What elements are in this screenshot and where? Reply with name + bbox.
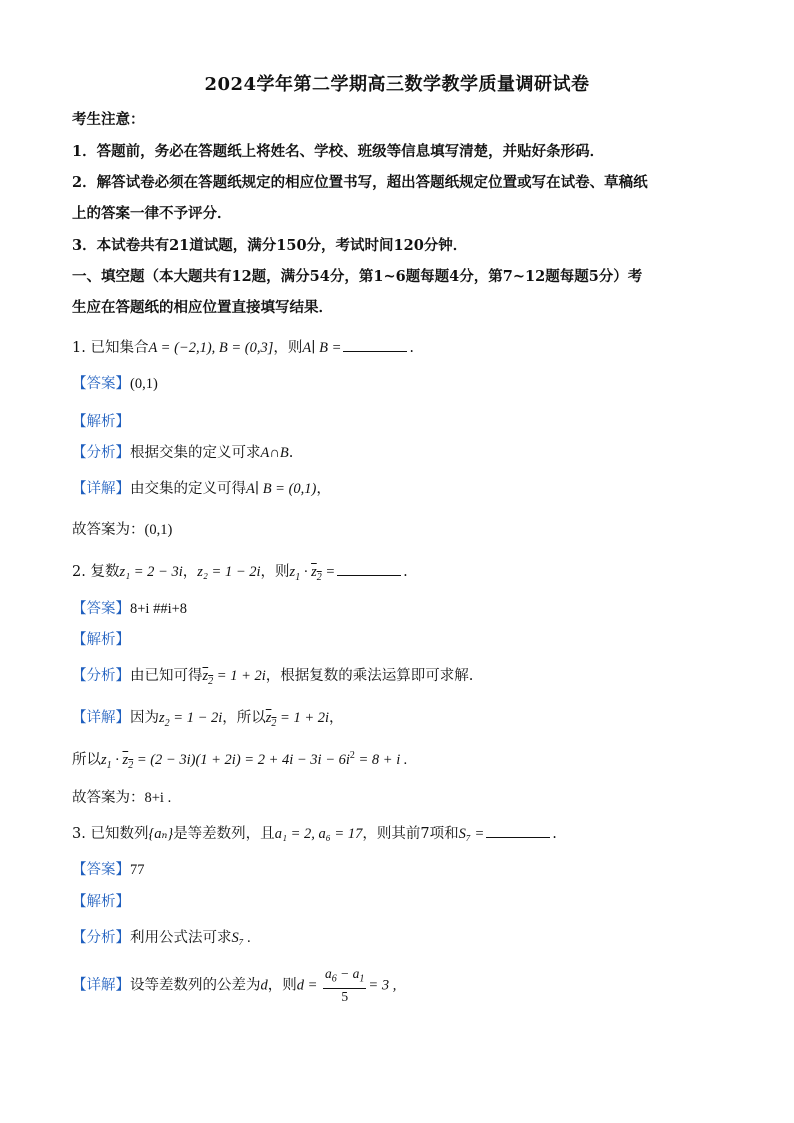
q1-conclusion-line bbox=[72, 518, 172, 539]
q3-given: a₁ = 2, a₆ = 17 bbox=[274, 826, 363, 842]
q3-detail-text-2: ，则 bbox=[267, 977, 297, 994]
q3-analysis-label bbox=[72, 890, 130, 911]
q3-answer-label: 【答案】 bbox=[72, 862, 130, 878]
q1-detail-line: 【详解】由交集的定义可得A∣ B = (0,1)， bbox=[72, 481, 331, 497]
q1-fenxi-line: 【分析】根据交集的定义可求A∩B. bbox=[72, 445, 294, 461]
q3-detail-tag: 【详解】 bbox=[72, 977, 130, 994]
q2-detail-math-2: = 1 + 2i bbox=[280, 710, 330, 726]
q2-detail-tag: 【详解】 bbox=[72, 710, 130, 726]
q2-answer-line bbox=[72, 597, 187, 618]
notice-item-3: 3．本试卷共有21道试题，满分150分，考试时间120分钟． bbox=[72, 237, 468, 254]
q2-so-text: 所以 bbox=[72, 752, 101, 768]
q3-ask: S₇ = bbox=[458, 826, 485, 842]
q2-analysis-label bbox=[72, 628, 130, 649]
q3-answer-line bbox=[72, 858, 145, 879]
q1-fenxi-text: 根据交集的定义可求 bbox=[130, 445, 261, 461]
q3-fenxi-text: 利用公式法可求 bbox=[130, 930, 232, 946]
q2-answer-blank bbox=[337, 563, 401, 576]
q1-mid: ，则 bbox=[273, 340, 303, 356]
q2-detail-line: 【详解】因为$z_2 = 1 - 2i$，所以$z_2 = 1 + 2i$， bbox=[72, 710, 344, 729]
page-title: 2024学年第二学期高三数学教学质量调研试卷 bbox=[204, 74, 590, 95]
notice-item-1: 1．答题前，务必在答题纸上将姓名、学校、班级等信息填写清楚，并贴好条形码． bbox=[72, 143, 605, 160]
q2-z1: z₁ = 2 − 3i bbox=[119, 564, 183, 580]
q3-answer: 77 bbox=[130, 862, 145, 878]
q1-detail-text: 由交集的定义可得 bbox=[130, 481, 246, 497]
q1-detail-tag: 【详解】 bbox=[72, 481, 130, 497]
question-3: 3. 已知数列{aₙ}是等差数列，且a₁ = 2, a₆ = 17，则其前7项和S₇ = . bbox=[72, 826, 557, 842]
question-1: 1. 已知集合A = (−2,1), B = (0,3]，则A∣ B = . bbox=[72, 340, 414, 356]
q3-detail-line: 【详解】设等差数列的公差为d，则d = $\frac{a_6 - a_1}{5}$ = 3 , bbox=[72, 966, 397, 1004]
q3-sequence: {aₙ} bbox=[148, 826, 174, 842]
q3-analysis-tag: 【解析】 bbox=[72, 894, 130, 910]
q3-fraction: $\frac{a_6 - a_1}{5}$ bbox=[325, 966, 365, 1004]
q2-detail-text-2: ，所以 bbox=[222, 710, 266, 726]
q2-fenxi-tag: 【分析】 bbox=[72, 668, 130, 684]
q1-answer-line bbox=[72, 372, 158, 393]
q1-analysis-tag: 【解析】 bbox=[72, 414, 130, 430]
section-heading-line-2: 生应在答题纸的相应位置直接填写结果． bbox=[72, 299, 333, 316]
q2-conclusion-line bbox=[72, 786, 171, 807]
section-heading-line-1: 一、填空题（本大题共有12题，满分54分，第1~6题每题4分，第7~12题每题5分）考 bbox=[72, 268, 643, 285]
q3-detail-text-1: 设等差数列的公差为 bbox=[130, 977, 261, 994]
question-2: 2. 复数z₁ = 2 − 3i，z₂ = 1 − 2i，则$z_1 \cdot z_2$ = . bbox=[72, 564, 408, 583]
q1-conclusion-text: 故答案为： bbox=[72, 522, 145, 538]
notice-item-2: 2．解答试卷必须在答题纸规定的相应位置书写，超出答题纸规定位置或写在试卷、草稿纸 bbox=[72, 174, 648, 191]
notice-heading: 考生注意： bbox=[72, 111, 145, 128]
q2-fenxi-math: = 1 + 2i bbox=[216, 668, 266, 684]
q1-fenxi-math: A∩B bbox=[260, 445, 289, 461]
q2-mid: ，则 bbox=[260, 564, 290, 580]
q3-fenxi-line bbox=[72, 926, 251, 947]
q1-conclusion-math: (0,1) bbox=[144, 522, 173, 538]
q1-detail-math: A∣ B = (0,1) bbox=[246, 481, 317, 497]
q3-mid-1: 是等差数列，且 bbox=[173, 826, 275, 842]
q3-mid-2: ，则其前7项和 bbox=[362, 826, 459, 842]
q3-detail-var: d bbox=[260, 977, 268, 994]
q1-prefix: 1. 已知集合 bbox=[72, 340, 149, 356]
q2-z2: z₂ = 1 − 2i bbox=[197, 564, 261, 580]
q3-prefix: 3. 已知数列 bbox=[72, 826, 149, 842]
q1-answer-blank bbox=[343, 339, 407, 352]
q1-answer-label: 【答案】 bbox=[72, 376, 130, 392]
q3-detail-result: = 3 , bbox=[368, 977, 397, 994]
q1-fenxi-tag: 【分析】 bbox=[72, 445, 130, 461]
q3-fenxi-math: S₇ . bbox=[231, 930, 252, 946]
q1-sets: A = (−2,1), B = (0,3] bbox=[148, 340, 274, 356]
q3-fenxi-tag: 【分析】 bbox=[72, 930, 130, 946]
q2-answer: 8+i ##i+8 bbox=[130, 601, 188, 617]
q2-fenxi-text-2: ，根据复数的乘法运算即可求解. bbox=[265, 668, 474, 684]
q2-conclusion-math: 8+i . bbox=[144, 790, 172, 806]
q2-so-tail: = 8 + i . bbox=[354, 752, 408, 768]
q1-analysis-label bbox=[72, 410, 130, 431]
q2-detail-text-1: 因为 bbox=[130, 710, 159, 726]
q1-answer: (0,1) bbox=[130, 376, 158, 392]
q2-fenxi-text-1: 由已知可得 bbox=[130, 668, 203, 684]
q2-prefix: 2. 复数 bbox=[72, 564, 120, 580]
q2-fenxi-line: 【分析】由已知可得$z_2 = 1 + 2i$，根据复数的乘法运算即可求解. bbox=[72, 668, 474, 687]
q2-analysis-tag: 【解析】 bbox=[72, 632, 130, 648]
q2-detail-math-1: = 1 − 2i bbox=[173, 710, 223, 726]
notice-item-2-cont: 上的答案一律不予评分． bbox=[72, 205, 232, 222]
q1-ask: A∣ B = bbox=[302, 340, 342, 356]
q2-so-line: 所以$z_1 \cdot z_2 = (2 - 3i)(1 + 2i) = 2 + 4i - 3i - 6i^2 = 8 + i$ . bbox=[72, 750, 408, 771]
q2-conclusion-text: 故答案为： bbox=[72, 790, 145, 806]
q2-answer-label: 【答案】 bbox=[72, 601, 130, 617]
q2-so-math: = (2 − 3i)(1 + 2i) = 2 + 4i − 3i − 6i bbox=[136, 752, 350, 768]
q3-answer-blank bbox=[486, 825, 550, 838]
